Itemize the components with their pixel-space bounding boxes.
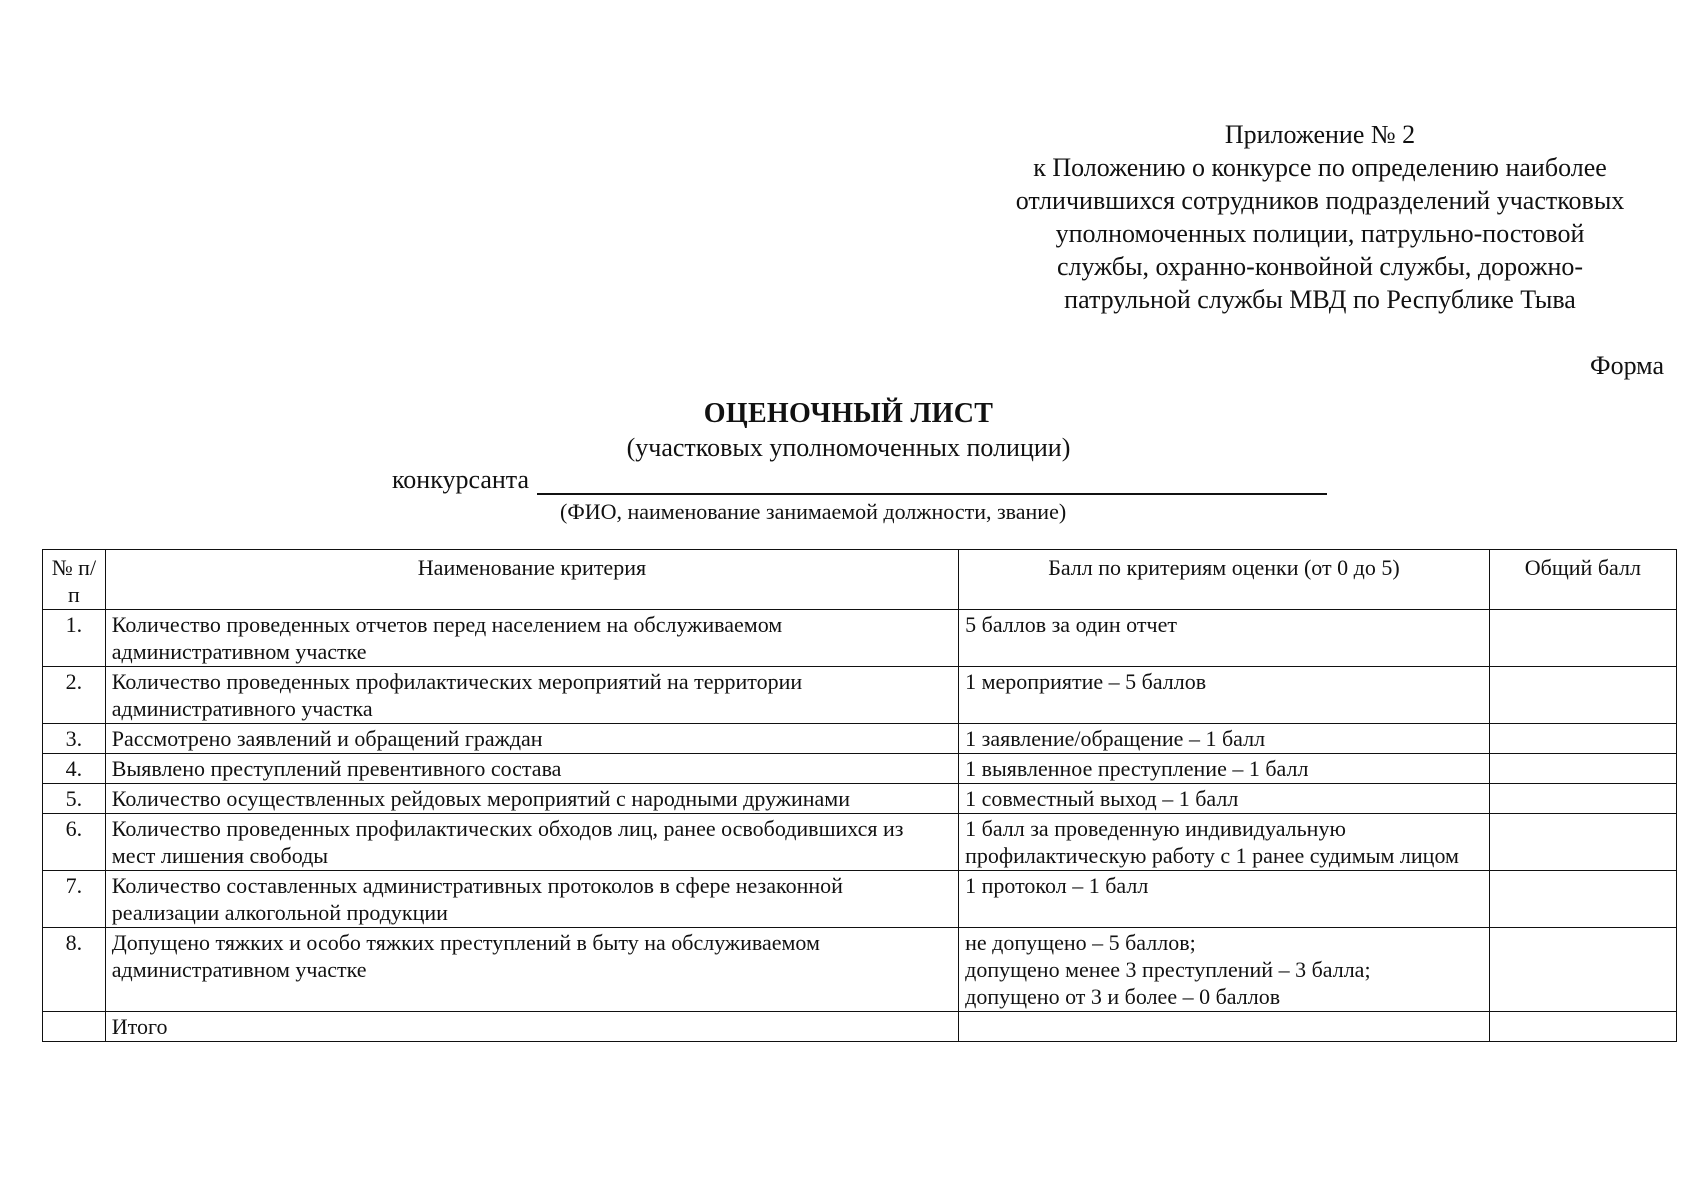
row-score: 5 баллов за один отчет (959, 610, 1490, 667)
row-total-cell[interactable] (1489, 667, 1676, 724)
row-score: 1 протокол – 1 балл (959, 871, 1490, 928)
row-number: 7. (43, 871, 106, 928)
contestant-label: конкурсанта (392, 465, 530, 494)
row-number: 1. (43, 610, 106, 667)
table-row (43, 610, 1677, 667)
table-row (43, 754, 1677, 784)
row-criterion: Допущено тяжких и особо тяжких преступлений в быту на обслуживаемом административном участке (105, 928, 958, 1012)
appendix-header (960, 118, 1680, 316)
row-number: 8. (43, 928, 106, 1012)
row-score: 1 балл за проведенную индивидуальную профилактическую работу с 1 ранее судимым лицом (959, 814, 1490, 871)
table-row (43, 814, 1677, 871)
row-score: 1 совместный выход – 1 балл (959, 784, 1490, 814)
row-criterion: Рассмотрено заявлений и обращений граждан (105, 724, 958, 754)
table-row (43, 928, 1677, 1012)
footer-number (43, 1012, 106, 1042)
contestant-hint: (ФИО, наименование занимаемой должности, звание) (560, 499, 1067, 524)
header-total: Общий балл (1489, 550, 1676, 610)
row-number: 5. (43, 784, 106, 814)
contestant-fill-line[interactable] (537, 469, 1327, 495)
table-footer-row (43, 1012, 1677, 1042)
row-total-cell[interactable] (1489, 724, 1676, 754)
appendix-line: отличившихся сотрудников подразделений участковых (1015, 186, 1625, 215)
header-score: Балл по критериям оценки (от 0 до 5) (959, 550, 1490, 610)
row-criterion: Выявлено преступлений превентивного состава (105, 754, 958, 784)
table-row (43, 667, 1677, 724)
row-total-cell[interactable] (1489, 610, 1676, 667)
score-line: допущено менее 3 преступлений – 3 балла; (965, 957, 1371, 982)
table-row (43, 724, 1677, 754)
table-row (43, 871, 1677, 928)
row-total-cell[interactable] (1489, 754, 1676, 784)
row-total-cell[interactable] (1489, 814, 1676, 871)
row-criterion: Количество осуществленных рейдовых мероприятий с народными дружинами (105, 784, 958, 814)
row-score: 1 заявление/обращение – 1 балл (959, 724, 1490, 754)
appendix-line: патрульной службы МВД по Республике Тыва (1064, 285, 1576, 314)
table-header-row (43, 550, 1677, 610)
sheet-subtitle: (участковых уполномоченных полиции) (626, 433, 1071, 462)
row-number: 6. (43, 814, 106, 871)
appendix-line: к Положению о конкурсе по определению наиболее (1033, 153, 1607, 182)
row-criterion: Количество проведенных профилактических обходов лиц, ранее освободившихся из мест лишения свободы (105, 814, 958, 871)
footer-total[interactable] (1489, 1012, 1676, 1042)
appendix-line: уполномоченных полиции, патрульно-постовой (1055, 219, 1585, 248)
row-total-cell[interactable] (1489, 784, 1676, 814)
table-row (43, 784, 1677, 814)
row-criterion: Количество проведенных профилактических мероприятий на территории административного участка (105, 667, 958, 724)
header-number: № п/п (43, 550, 106, 610)
score-line: не допущено – 5 баллов; (965, 930, 1196, 955)
appendix-title: Приложение № 2 (1224, 120, 1416, 149)
score-line: допущено от 3 и более – 0 баллов (965, 984, 1281, 1009)
header-criterion: Наименование критерия (105, 550, 958, 610)
sheet-title: ОЦЕНОЧНЫЙ ЛИСТ (703, 398, 994, 429)
row-number: 4. (43, 754, 106, 784)
form-label: Форма (1590, 351, 1664, 380)
footer-label: Итого (105, 1012, 958, 1042)
row-number: 3. (43, 724, 106, 754)
row-criterion: Количество проведенных отчетов перед населением на обслуживаемом административном участке (105, 610, 958, 667)
row-criterion: Количество составленных административных протоколов в сфере незаконной реализации алкогольной продукции (105, 871, 958, 928)
row-score: 1 выявленное преступление – 1 балл (959, 754, 1490, 784)
row-number: 2. (43, 667, 106, 724)
footer-score[interactable] (959, 1012, 1490, 1042)
row-score: 1 мероприятие – 5 баллов (959, 667, 1490, 724)
row-score (959, 928, 1490, 1012)
contestant-row (392, 465, 1327, 495)
row-total-cell[interactable] (1489, 871, 1676, 928)
criteria-table (42, 549, 1677, 1042)
appendix-line: службы, охранно-конвойной службы, дорожно- (1056, 252, 1584, 281)
row-total-cell[interactable] (1489, 928, 1676, 1012)
